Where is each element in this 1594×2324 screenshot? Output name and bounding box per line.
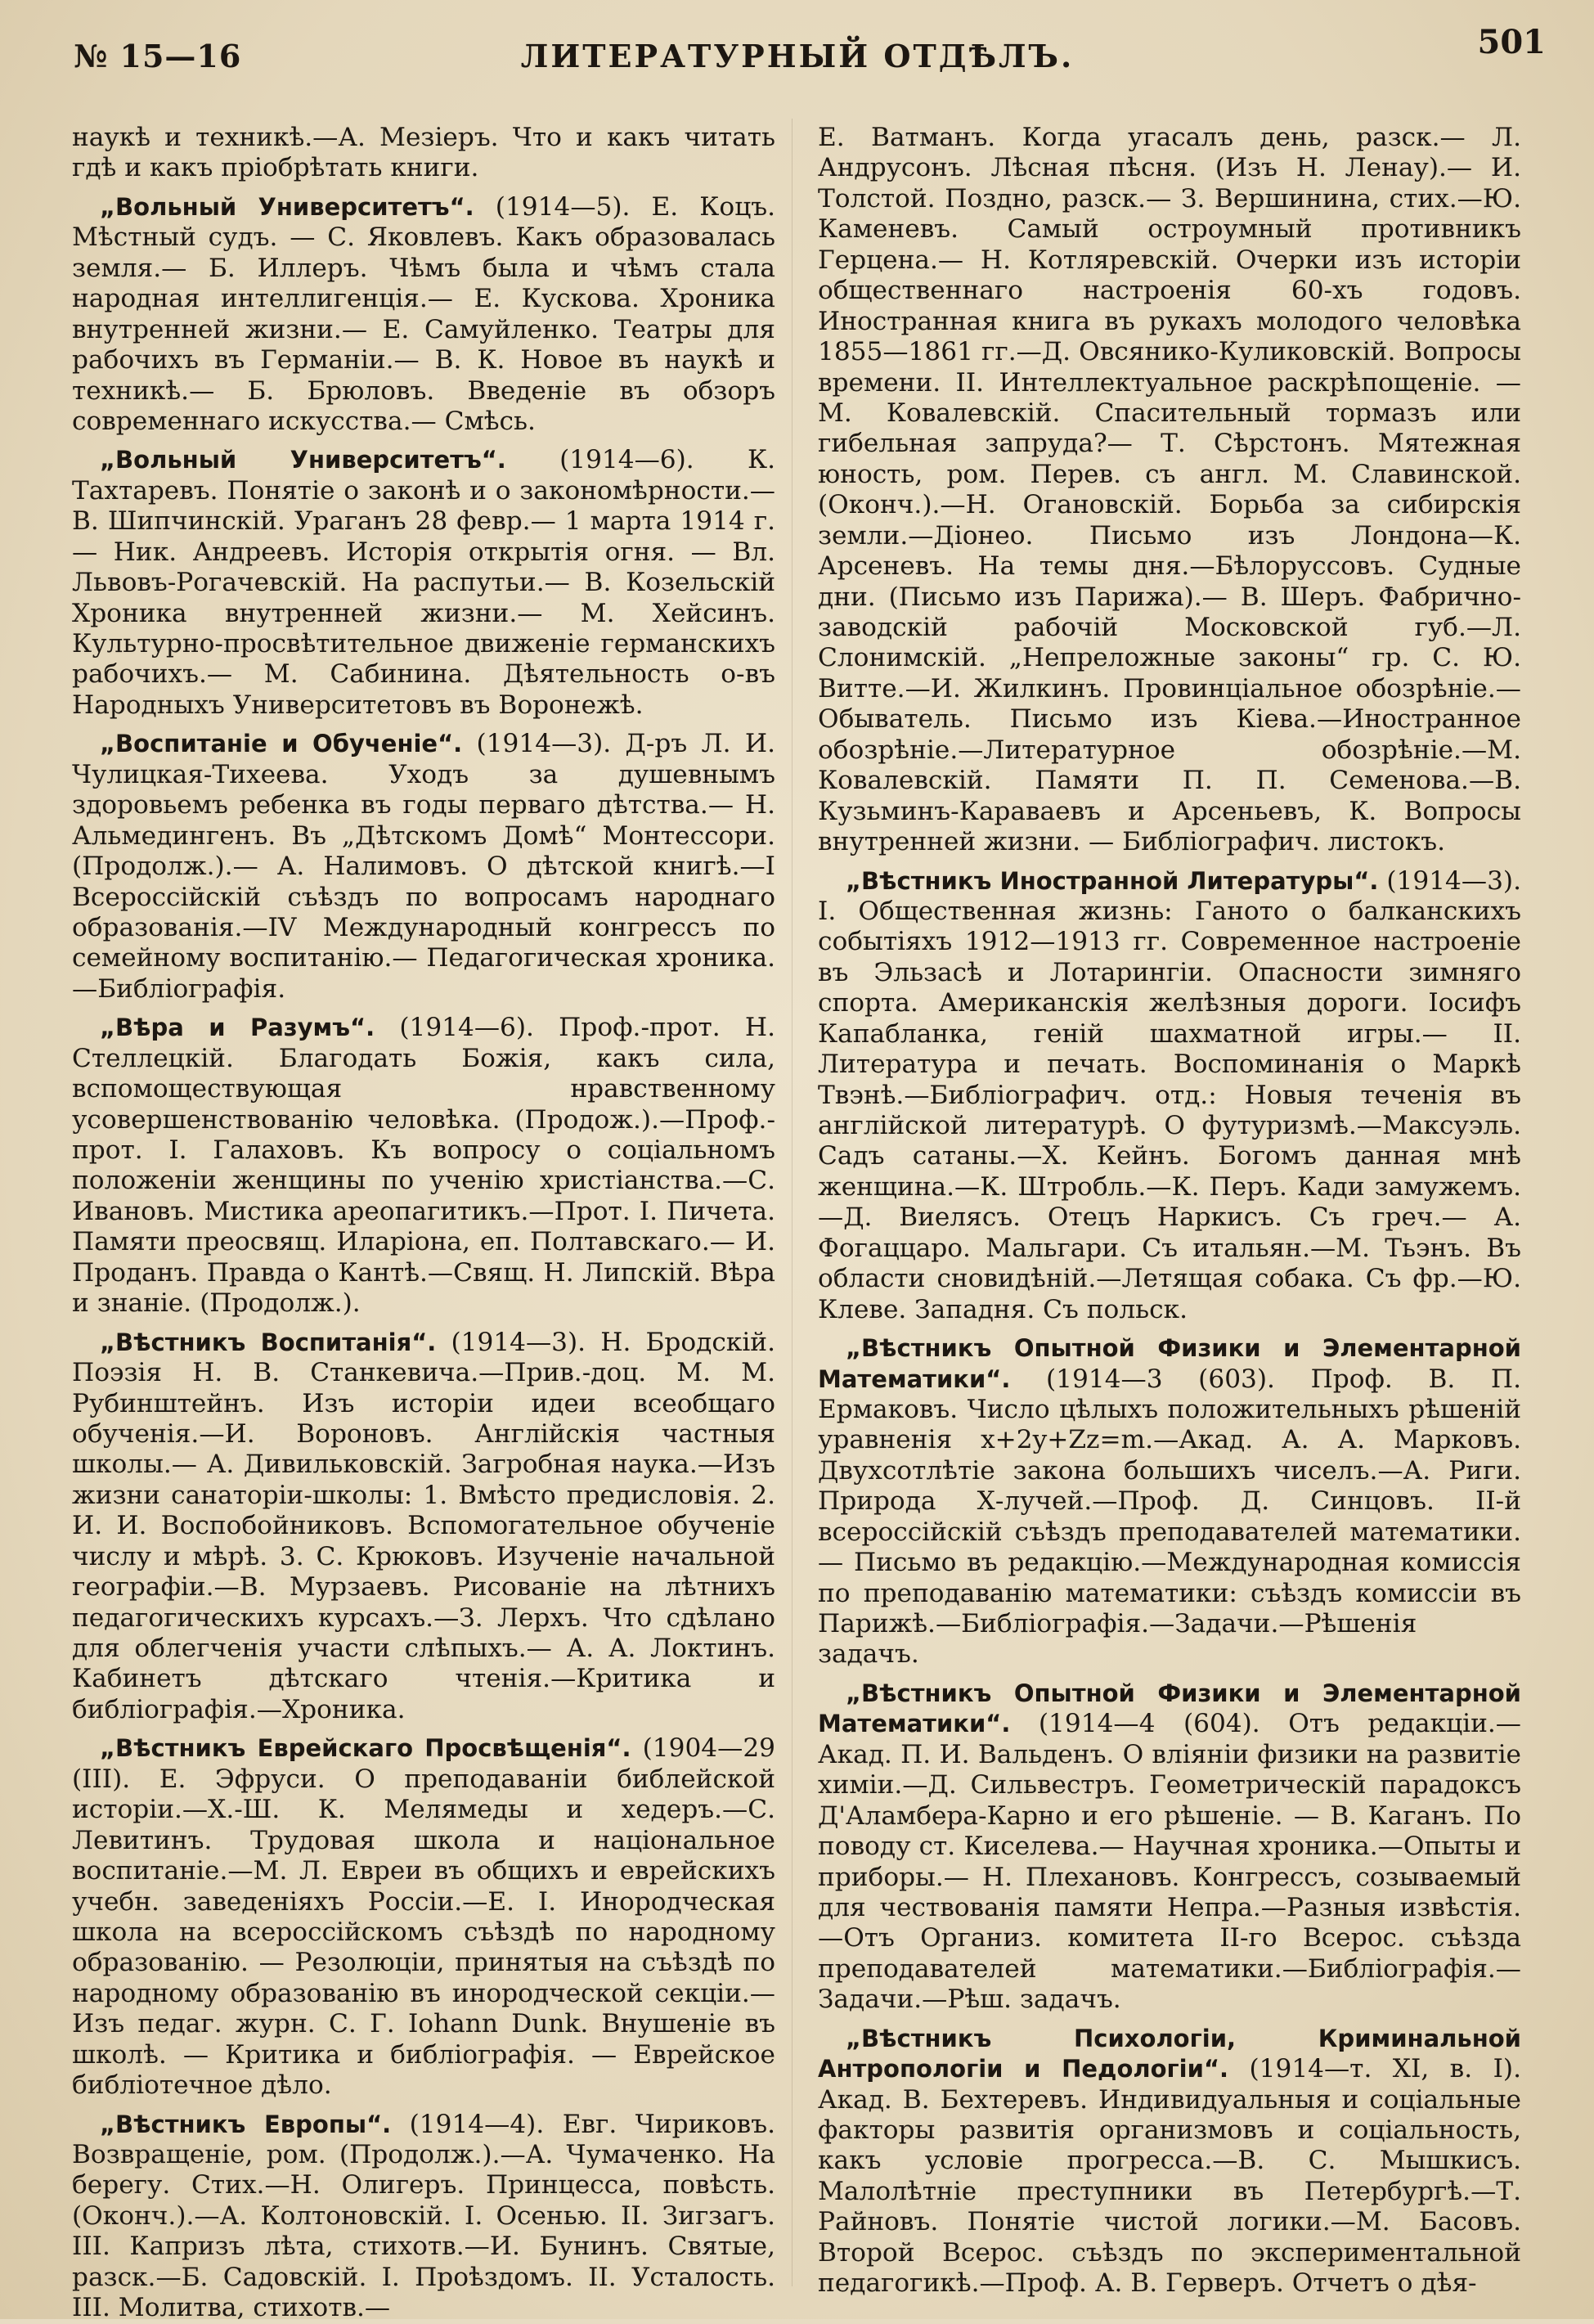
bibliography-entry <box>72 123 775 184</box>
bibliography-entry <box>818 2024 1521 2299</box>
entry-text: (1914—3). Д-ръ Л. И. Чулицкая-Тихеева. Уходъ за душевнымъ здоровьемъ ребенка въ годы перваго дѣтства.— Н. Альмедингенъ. Въ „Дѣтскомъ Домѣ“ Монтессори. (Продолж.).— А. Налимовъ. О дѣтской книгѣ.—I Всероссійскій съѣздъ по вопросамъ народнаго образованія.—IV Международный конгрессъ по семейному воспитанію.— Педагогическая хроника.—Библіографія. <box>72 729 775 1004</box>
entry-text: (1914—т. XI, в. I). Акад. В. Бехтеревъ. Индивидуальныя и соціальные факторы развитія организмовъ и соціальность, какъ условіе прогресса.—В. С. Мышкисъ. Малолѣтніе преступники въ Петербургѣ.—Т. Райновъ. Понятіе чистой логики.—М. Басовъ. Второй Всерос. съѣздъ по экспериментальной педагогикѣ.—Проф. А. В. Герверъ. Отчетъ о дѣя- <box>818 2054 1521 2299</box>
journal-title: „Вѣстникъ Воспитанія“. <box>100 1328 437 1356</box>
bibliography-entry <box>72 445 775 721</box>
bibliography-entry <box>818 866 1521 1326</box>
issue-number: № 15—16 <box>74 38 242 74</box>
journal-title: „Вѣстникъ Европы“. <box>100 2110 392 2138</box>
entry-text: (1914—4). Евг. Чириковъ. Возвращеніе, ром. (Продолж.).—А. Чумаченко. На берегу. Стих.—Н. Олигеръ. Принцесса, повѣсть. (Оконч.).—А. Колтоновскій. І. Осенью. II. Зигзагъ. III. Капризъ лѣта, стихотв.—И. Бунинъ. Святые, разск.—Б. Садовскій. І. Проѣздомъ. II. Усталость. III. Молитва, стихотв.— <box>72 2109 775 2323</box>
page-header <box>49 23 1546 80</box>
journal-title: „Вѣстникъ Опытной Физики и Элементарной Математики“. <box>818 1679 1521 1738</box>
entry-text: (1904—29 (III). Е. Эфруси. О преподаваніи библейской исторіи.—Х.-Ш. К. Мелямеды и хедеръ.—С. Левитинъ. Трудовая школа и національное воспитаніе.—М. Л. Евреи въ общихъ и еврейскихъ учебн. заведеніяхъ Россіи.—Е. І. Инородческая школа на всероссійскомъ съѣздѣ по народному образованію. — Резолюціи, принятыя на съѣздѣ по народному образованію въ инородческой секціи.—Изъ педаг. журн. С. Г. Іоhann Dunk. Внушеніе въ школѣ. — Критика и библіографія. — Еврейское библіотечное дѣло. <box>72 1733 776 2101</box>
entry-text: наукѣ и техникѣ.—А. Мезіеръ. Что и какъ читать гдѣ и какъ пріобрѣтать книги. <box>72 123 775 183</box>
bibliography-entry <box>72 192 775 438</box>
bibliography-entry <box>818 1333 1521 1670</box>
journal-title: „Воспитаніе и Обученіе“. <box>100 730 463 758</box>
entry-text: (1914—3 (603). Проф. В. П. Ермаковъ. Число цѣлыхъ положительныхъ рѣшеній уравненія x+2y+Zz=m.—Акад. А. А. Марковъ. Двухсотлѣтіе закона большихъ чиселъ.—А. Риги. Природа Х-лучей.—Проф. Д. Синцовъ. II-й всероссійскій съѣздъ преподавателей математики.— Письмо въ редакцію.—Международная комиссія по преподаванію математики: съѣздъ комиссіи въ Парижѣ.—Библіографія.—Задачи.—Рѣшенія задачъ. <box>818 1364 1521 1670</box>
column-divider <box>792 119 793 2286</box>
page-number: 501 <box>1477 23 1546 61</box>
entry-text: (1914—3). I. Общественная жизнь: Ганото о балканскихъ событіяхъ 1912—1913 гг. Современное настроеніе въ Эльзасѣ и Лотарингіи. Опасности зимняго спорта. Американскія желѣзныя дороги. Іосифъ Капабланка, геній шахматной игры.— II. Литература и печать. Воспоминанія о Маркѣ Твэнѣ.—Библіографич. отд.: Новыя теченія въ англійской литературѣ. О футуризмѣ.—Максуэль. Садъ сатаны.—Х. Кейнъ. Богомъ данная мнѣ женщина.—К. Штробль.—К. Перъ. Кади замужемъ.—Д. Виелясъ. Отецъ Наркисъ. Съ греч.— А. Фогаццаро. Мальгари. Съ итальян.—М. Тьэнъ. Въ области сновидѣній.—Летящая собака. Съ фр.—Ю. Клеве. Западня. Съ польск. <box>818 865 1521 1324</box>
bibliography-entry <box>72 1013 775 1319</box>
section-title: ЛИТЕРАТУРНЫЙ ОТДѢЛЪ. <box>520 38 1075 74</box>
journal-title: „Вѣстникъ Иностранной Литературы“. <box>846 866 1379 895</box>
bibliography-entry <box>818 1679 1521 2016</box>
entry-text: (1914—3). Н. Бродскій. Поэзія Н. В. Станкевича.—Прив.-доц. М. М. Рубинштейнъ. Изъ исторіи идеи всеобщаго обученія.—И. Вороновъ. Англійскія частныя школы.— А. Дивильковскій. Загробная наука.—Изъ жизни санаторіи-школы: 1. Вмѣсто предисловія. 2. И. И. Воспобойниковъ. Вспомогательное обученіе числу и мѣрѣ. 3. С. Крюковъ. Изученіе начальной географіи.—В. Мурзаевъ. Рисованіе на лѣтнихъ педагогическихъ курсахъ.—З. Лерхъ. Что сдѣлано для облегченія участи слѣпыхъ.— А. А. Локтинъ. Кабинетъ дѣтскаго чтенія.—Критика и библіографія.—Хроника. <box>72 1327 775 1724</box>
journal-title: „Вольный Университетъ“. <box>100 192 474 221</box>
bibliography-entry <box>818 123 1521 858</box>
entry-text: (1914—4 (604). Отъ редакціи.— Акад. П. И. Вальденъ. О вліяніи физики на развитіе химіи.—Д. Сильвестръ. Геометрическій парадоксъ Д'Аламбера-Карно и его рѣшеніе. — В. Каганъ. По поводу ст. Киселева.— Научная хроника.—Опыты и приборы.— Н. Плехановъ. Конгрессъ, созываемый для чествованія памяти Непра.—Разныя извѣстія.—Отъ Организ. комитета II-го Всерос. съѣзда преподавателей математики.—Библіографія.—Задачи.—Рѣш. задачъ. <box>818 1709 1521 2015</box>
bibliography-entry <box>72 729 775 1005</box>
entry-text: (1914—6). К. Тахтаревъ. Понятіе о законѣ и о закономѣрности.— В. Шипчинскій. Ураганъ 28 февр.— 1 марта 1914 г.— Ник. Андреевъ. Исторія открытія огня. — Вл. Львовъ-Рогачевскій. На распутьи.— В. Козельскій Хроника внутренней жизни.— М. Хейсинъ. Культурно-просвѣтительное движеніе германскихъ рабочихъ.— М. Сабинина. Дѣятельность о-въ Народныхъ Университетовъ въ Воронежѣ. <box>72 445 775 720</box>
journal-title: „Вольный Университетъ“. <box>100 446 506 474</box>
entry-text: Е. Ватманъ. Когда угасалъ день, разск.— Л. Андрусонъ. Лѣсная пѣсня. (Изъ Н. Ленау).— И. Толстой. Поздно, разск.— З. Вершинина, стих.—Ю. Каменевъ. Самый остроумный противникъ Герцена.— Н. Котляревскій. Очерки изъ исторіи общественнаго настроенія 60-хъ годовъ. Иностранная книга въ рукахъ молодого человѣка 1855—1861 гг.—Д. Овсянико-Куликовскій. Вопросы времени. II. Интеллектуальное раскрѣпощеніе. — М. Ковалевскій. Спасительный тормазъ или гибельная запруда?— Т. Сѣрстонъ. Мятежная юность, ром. Перев. съ англ. М. Славинской. (Оконч.).—Н. Огановскій. Борьба за сибирскія земли.—Діонео. Письмо изъ Лондона—К. Арсеневъ. На темы дня.—Бѣлоруссовъ. Судные дни. (Письмо изъ Парижа).— В. Шеръ. Фабрично-заводскій рабочій Московской губ.—Л. Слонимскій. „Непреложные законы“ гр. С. Ю. Витте.—И. Жилкинъ. Провинціальное обозрѣніе.—Обыватель. Письмо изъ Кіева.—Иностранное обозрѣніе.—Литературное обозрѣніе.—М. Ковалевскій. Памяти П. П. Семенова.—В. Кузьминъ-Караваевъ и Арсеньевъ, К. Вопросы внутренней жизни. — Библіографич. листокъ. <box>818 123 1521 857</box>
journal-title: „Вѣстникъ Психологіи, Криминальной Антропологіи и Педологіи“. <box>818 2024 1521 2084</box>
left-column <box>72 123 776 2323</box>
entry-text: (1914—6). Проф.-прот. Н. Стеллецкій. Благодать Божія, какъ сила, вспомоществующая нравственному усовершенствованію человѣка. (Продож.).—Проф.-прот. І. Галаховъ. Къ вопросу о соціальномъ положеніи женщины по ученію христіанства.—С. Ивановъ. Мистика ареопагитикъ.—Прот. І. Пичета. Памяти преосвящ. Иларіона, еп. Полтавскаго.— И. Проданъ. Правда о Кантѣ.—Свящ. Н. Липскій. Вѣра и знаніе. (Продолж.). <box>72 1013 776 1319</box>
entry-text: (1914—5). Е. Коцъ. Мѣстный судъ. — С. Яковлевъ. Какъ образовалась земля.— Б. Иллеръ. Чѣмъ была и чѣмъ стала народная интеллигенція.— Е. Кускова. Хроника внутренней жизни.— Е. Самуйленко. Театры для рабочихъ въ Германіи.— В. К. Новое въ наукѣ и техникѣ.— Б. Брюловъ. Введеніе въ обзоръ современнаго искусства.— Смѣсь. <box>72 191 776 436</box>
bibliography-entry <box>72 2110 775 2324</box>
journal-title: „Вѣстникъ Опытной Физики и Элементарной Математики“. <box>818 1334 1521 1393</box>
right-column <box>818 123 1521 2299</box>
bibliography-entry <box>72 1733 775 2101</box>
journal-title: „Вѣра и Разумъ“. <box>100 1014 375 1042</box>
journal-title: „Вѣстникъ Еврейскаго Просвѣщенія“. <box>100 1734 631 1763</box>
bibliography-entry <box>72 1328 775 1726</box>
